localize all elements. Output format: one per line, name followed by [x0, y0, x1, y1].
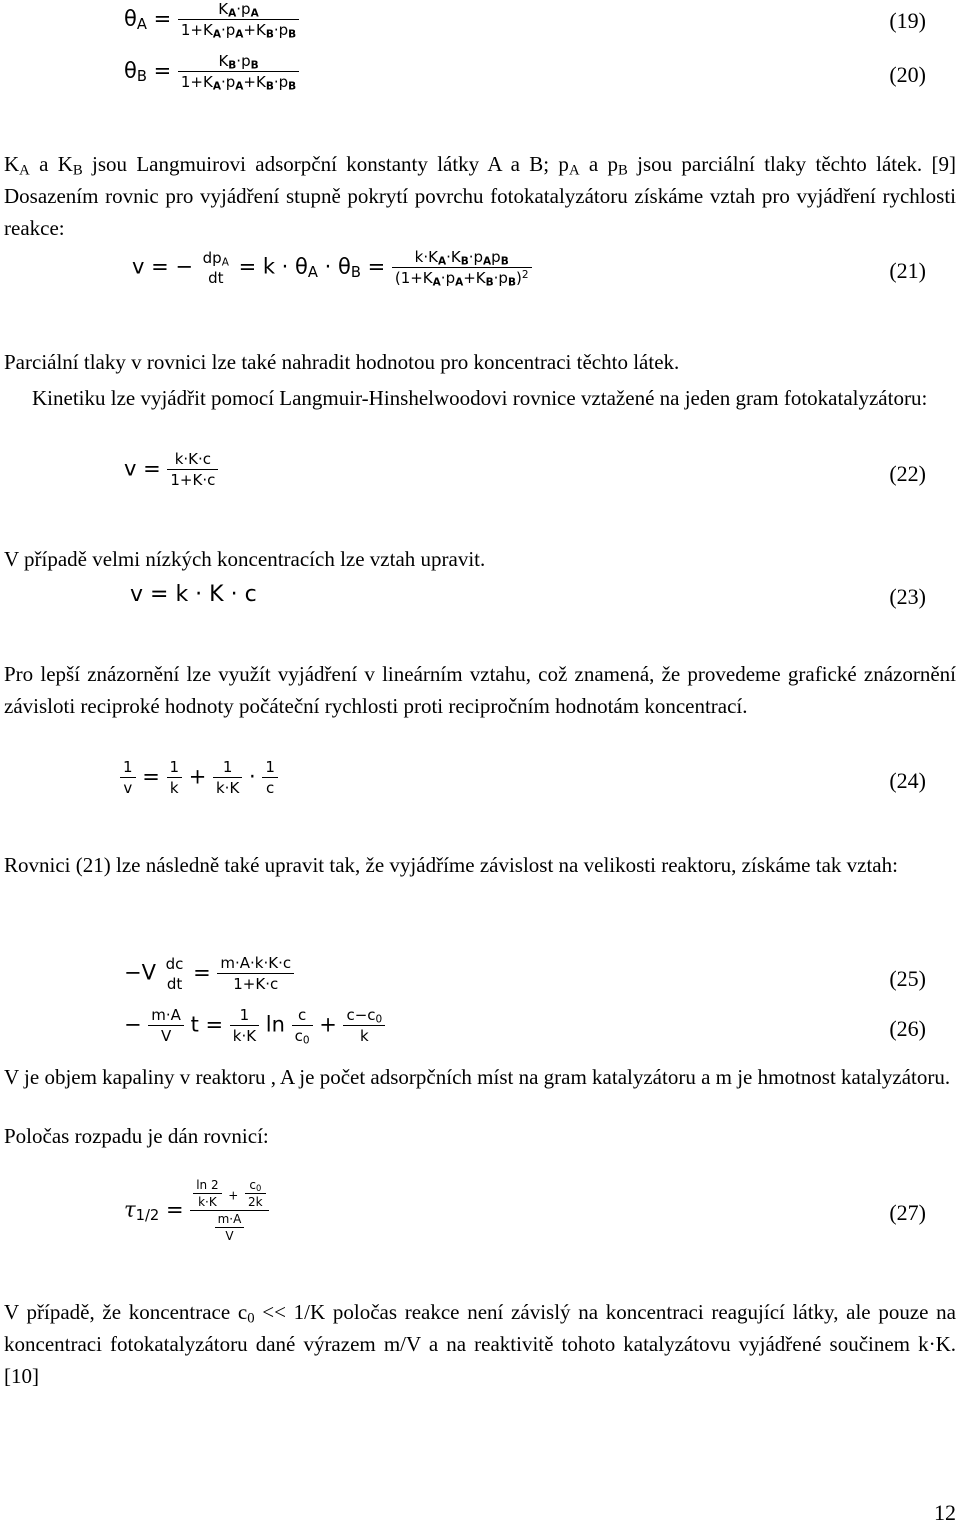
- paragraph-conclusion: V případě, že koncentrace $c_0 << 1/K$ poločas reakce není závislý na koncentraci reagující látky, ale pouze na koncentraci fotokatalyzátoru dané výrazem m/V a na reaktivitě tohoto katalyzátovu vyjádřené součinem k·K. [10]: [4, 1300, 956, 1388]
- equation-22: v = $\frac{k\cdot K\cdot c}{1+K\cdot c}$: [124, 450, 218, 489]
- equation-24: $\frac{1}{v}$ = $\frac{1}{k}$ + $\frac{1}{k\cdot K}$ · $\frac{1}{c}$: [120, 758, 278, 797]
- paragraph-kinetics: Kinetiku lze vyjádřit pomocí Langmuir-Hinshelwoodovi rovnice vztažené na jeden gram fotokatalyzátoru:: [32, 386, 928, 410]
- equation-number: (19): [889, 8, 926, 33]
- paragraph-half-life: Poločas rozpadu je dán rovnicí:: [4, 1124, 269, 1148]
- equation-number: (25): [889, 966, 926, 991]
- equation-20: $\theta_B$ = $\frac{K_B\cdot p_B}{1+K_A\cdot p_A+K_B\cdot p_B}$: [124, 52, 299, 91]
- equation-19: $\theta_A$ = $\frac{K_A\cdot p_A}{1+K_A\cdot p_A+K_B\cdot p_B}$: [124, 0, 299, 39]
- equation-26: − $\frac{m\cdot A}{V}$ t = $\frac{1}{k\cdot K}$ ln $\frac{c}{c_0}$ + $\frac{c-c_0}{k}$: [124, 1006, 385, 1045]
- equation-number: (26): [889, 1016, 926, 1041]
- paragraph-low-concentration: V případě velmi nízkých koncentracích lze vztah upravit.: [4, 547, 486, 571]
- paragraph-reactor: Rovnici (21) lze následně také upravit tak, že vyjádříme závislost na velikosti reaktoru, získáme tak vztah:: [4, 853, 898, 877]
- equation-number: (20): [889, 62, 926, 87]
- equation-25: −V dc dt = $\frac{m\cdot A\cdot k\cdot K\cdot c}{1+K\cdot c}$: [124, 954, 294, 993]
- paragraph-linear: Pro lepší znázornění lze využít vyjádření v lineárním vztahu, což znamená, že provedeme grafické znázornění závisloti reciproké hodnoty počáteční rychlosti proti recipročním hodnotám koncentrací.: [4, 662, 956, 718]
- page-number: 12: [934, 1500, 956, 1525]
- paragraph-definitions: V je objem kapaliny v reaktoru , A je počet adsorpčních míst na gram katalyzátoru a m je hmotnost katalyzátoru.: [4, 1065, 951, 1089]
- equation-27: $\tau_{1/2}$ = $\frac{\ln 2}{k\cdot K}$ + $\frac{c_0}{2k}$ $\frac{m\cdot A}{V}$: [124, 1178, 269, 1243]
- paragraph-partial-pressures: Parciální tlaky v rovnici lze také nahradit hodnotou pro koncentraci těchto látek.: [4, 350, 680, 374]
- equation-number: (21): [889, 258, 926, 283]
- equation-number: (22): [889, 461, 926, 486]
- equation-number: (23): [889, 584, 926, 609]
- equation-23: v = k · K · c: [130, 582, 257, 607]
- equation-number: (27): [889, 1200, 926, 1225]
- paragraph-constants: $K_A$ a $K_B$ jsou Langmuirovi adsorpční konstanty látky A a B; $p_A$ a $p_B$ jsou parciální tlaky těchto látek. [9] Dosazením rovnic pro vyjádření stupně pokrytí povrchu fotokatalyzátoru získáme vztah pro vyjádření rychlosti reakce:: [4, 152, 956, 240]
- equation-21: v = − $dp_A$ dt = $k \cdot \theta_A \cdot \theta_B$ = $\frac{k\cdot K_A\cdot K_B\cdot p_Ap_B}{(1+K_A\cdot p_A+K_B\cdot p_B)^2}$: [132, 248, 532, 287]
- equation-number: (24): [889, 768, 926, 793]
